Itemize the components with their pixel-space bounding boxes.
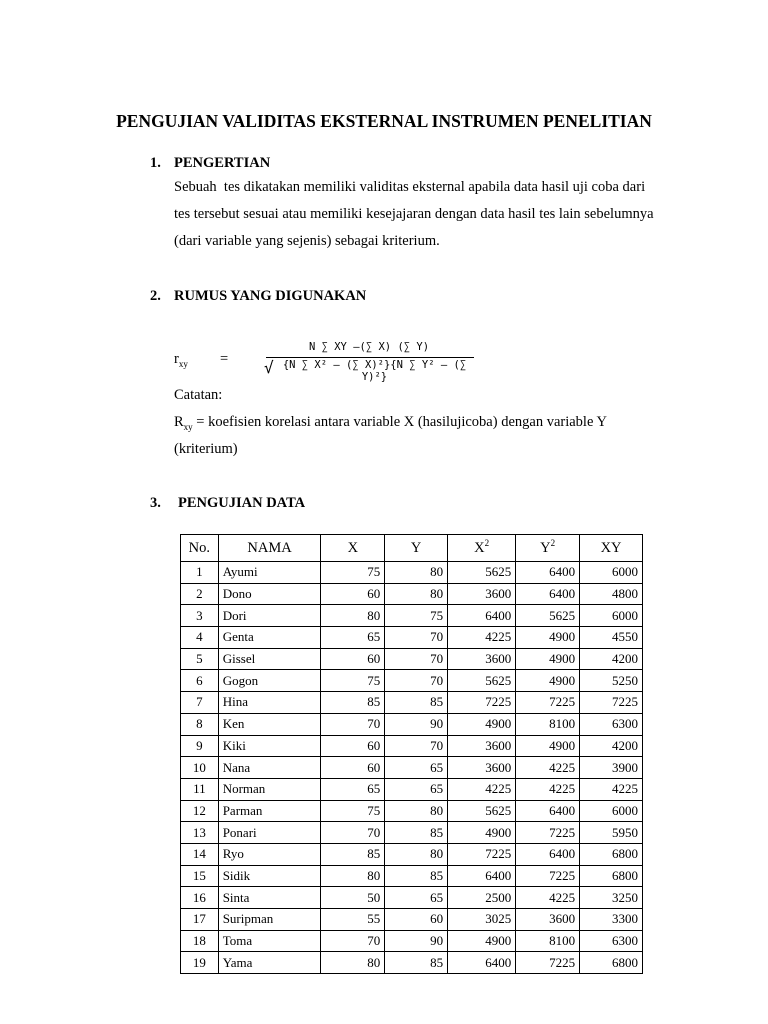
table-row <box>181 670 643 692</box>
cell-x2: 5625 <box>448 800 516 822</box>
table-row <box>181 713 643 735</box>
cell-xy: 4225 <box>580 778 643 800</box>
header-no: No. <box>181 535 219 562</box>
table-row <box>181 800 643 822</box>
header-x-squared <box>448 535 516 562</box>
cell-no: 19 <box>181 952 219 974</box>
formula-r: r <box>174 351 179 367</box>
table-row <box>181 692 643 714</box>
cell-y: 80 <box>385 843 448 865</box>
cell-nama: Ponari <box>218 822 321 844</box>
cell-x2: 7225 <box>448 843 516 865</box>
table-row <box>181 843 643 865</box>
cell-no: 2 <box>181 583 219 605</box>
cell-x2: 3600 <box>448 583 516 605</box>
cell-xy: 4800 <box>580 583 643 605</box>
cell-y2: 5625 <box>516 605 580 627</box>
cell-x2: 3600 <box>448 735 516 757</box>
cell-x2: 7225 <box>448 692 516 714</box>
cell-y2: 4225 <box>516 757 580 779</box>
cell-nama: Kiki <box>218 735 321 757</box>
cell-x: 75 <box>321 562 385 584</box>
cell-no: 7 <box>181 692 219 714</box>
cell-y2: 4900 <box>516 627 580 649</box>
cell-x2: 3600 <box>448 757 516 779</box>
formula-denominator: {N ∑ X² – (∑ X)²}{N ∑ Y² – (∑ Y)²} <box>282 359 467 383</box>
section-1-body <box>174 174 734 255</box>
table-row <box>181 735 643 757</box>
cell-x2: 4900 <box>448 713 516 735</box>
table-row <box>181 887 643 909</box>
cell-nama: Toma <box>218 930 321 952</box>
header-y2-base: Y <box>540 540 551 556</box>
cell-y2: 4225 <box>516 778 580 800</box>
cell-no: 4 <box>181 627 219 649</box>
cell-x2: 4225 <box>448 778 516 800</box>
notes-continuation: (kriterium) <box>174 441 238 457</box>
cell-x: 85 <box>321 843 385 865</box>
cell-xy: 6800 <box>580 843 643 865</box>
cell-nama: Yama <box>218 952 321 974</box>
cell-x2: 4900 <box>448 822 516 844</box>
table-row <box>181 778 643 800</box>
cell-x: 55 <box>321 909 385 931</box>
cell-xy: 4200 <box>580 735 643 757</box>
cell-x: 60 <box>321 735 385 757</box>
cell-y: 60 <box>385 909 448 931</box>
cell-nama: Norman <box>218 778 321 800</box>
cell-y2: 7225 <box>516 952 580 974</box>
cell-y: 75 <box>385 605 448 627</box>
cell-xy: 7225 <box>580 692 643 714</box>
cell-xy: 6800 <box>580 865 643 887</box>
cell-xy: 6800 <box>580 952 643 974</box>
table-row <box>181 562 643 584</box>
cell-nama: Parman <box>218 800 321 822</box>
notes-text: = koefisien korelasi antara variable X (hasilujicoba) dengan variable Y <box>192 414 607 430</box>
cell-x: 85 <box>321 692 385 714</box>
cell-x2: 4900 <box>448 930 516 952</box>
cell-y: 70 <box>385 648 448 670</box>
header-x2-sup: 2 <box>484 538 490 549</box>
cell-y2: 6400 <box>516 562 580 584</box>
cell-y: 85 <box>385 952 448 974</box>
cell-y: 90 <box>385 713 448 735</box>
cell-no: 9 <box>181 735 219 757</box>
cell-x: 70 <box>321 822 385 844</box>
fraction-bar <box>266 357 474 358</box>
notes-label: Catatan: <box>174 387 223 403</box>
table-row <box>181 757 643 779</box>
header-x2-base: X <box>474 540 485 556</box>
cell-no: 5 <box>181 648 219 670</box>
cell-y2: 4900 <box>516 670 580 692</box>
cell-x: 65 <box>321 778 385 800</box>
cell-y: 80 <box>385 800 448 822</box>
cell-no: 3 <box>181 605 219 627</box>
cell-no: 13 <box>181 822 219 844</box>
cell-x: 70 <box>321 930 385 952</box>
cell-x2: 2500 <box>448 887 516 909</box>
page-title: PENGUJIAN VALIDITAS EKSTERNAL INSTRUMEN PENELITIAN <box>116 111 652 131</box>
cell-y2: 6400 <box>516 800 580 822</box>
cell-x: 60 <box>321 757 385 779</box>
cell-y: 65 <box>385 778 448 800</box>
cell-no: 16 <box>181 887 219 909</box>
cell-y2: 8100 <box>516 713 580 735</box>
notes-var: R <box>174 414 184 430</box>
cell-nama: Gogon <box>218 670 321 692</box>
cell-x2: 6400 <box>448 865 516 887</box>
cell-x: 60 <box>321 648 385 670</box>
table-row <box>181 822 643 844</box>
cell-x2: 6400 <box>448 605 516 627</box>
cell-y: 85 <box>385 822 448 844</box>
body-line: tes tersebut sesuai atau memiliki kesejajaran dengan data hasil tes lain sebelumnya <box>174 206 654 222</box>
data-table <box>180 534 643 974</box>
cell-nama: Ryo <box>218 843 321 865</box>
cell-x: 65 <box>321 627 385 649</box>
cell-x2: 3025 <box>448 909 516 931</box>
cell-x: 50 <box>321 887 385 909</box>
table-row <box>181 648 643 670</box>
cell-xy: 6000 <box>580 605 643 627</box>
body-line: Sebuah tes dikatakan memiliki validitas eksternal apabila data hasil uji coba dari <box>174 179 646 195</box>
cell-y: 85 <box>385 865 448 887</box>
formula-lhs <box>174 351 188 368</box>
cell-x2: 5625 <box>448 562 516 584</box>
notes-var-sub: xy <box>183 421 193 432</box>
cell-no: 10 <box>181 757 219 779</box>
cell-x: 80 <box>321 865 385 887</box>
cell-y: 85 <box>385 692 448 714</box>
cell-no: 12 <box>181 800 219 822</box>
cell-no: 15 <box>181 865 219 887</box>
cell-x: 60 <box>321 583 385 605</box>
cell-y2: 4900 <box>516 648 580 670</box>
cell-x2: 6400 <box>448 952 516 974</box>
section-2-number: 2. <box>150 288 161 304</box>
cell-no: 11 <box>181 778 219 800</box>
cell-xy: 6000 <box>580 800 643 822</box>
cell-nama: Dono <box>218 583 321 605</box>
formula-r-sub: xy <box>178 358 188 369</box>
cell-no: 8 <box>181 713 219 735</box>
header-y: Y <box>385 535 448 562</box>
cell-xy: 3250 <box>580 887 643 909</box>
cell-x: 70 <box>321 713 385 735</box>
cell-xy: 3300 <box>580 909 643 931</box>
cell-y2: 7225 <box>516 692 580 714</box>
cell-nama: Sinta <box>218 887 321 909</box>
header-x: X <box>321 535 385 562</box>
table-row <box>181 909 643 931</box>
radical-sign: √ <box>264 358 274 377</box>
cell-xy: 6000 <box>580 562 643 584</box>
header-y-squared <box>516 535 580 562</box>
cell-xy: 6300 <box>580 930 643 952</box>
section-3-heading: PENGUJIAN DATA <box>178 495 306 511</box>
cell-y2: 6400 <box>516 843 580 865</box>
cell-y: 70 <box>385 670 448 692</box>
cell-xy: 5250 <box>580 670 643 692</box>
cell-xy: 5950 <box>580 822 643 844</box>
cell-y: 70 <box>385 627 448 649</box>
cell-y: 80 <box>385 562 448 584</box>
section-1-number: 1. <box>150 155 161 171</box>
header-xy: XY <box>580 535 643 562</box>
cell-y: 65 <box>385 757 448 779</box>
cell-no: 1 <box>181 562 219 584</box>
cell-xy: 6300 <box>580 713 643 735</box>
cell-x2: 3600 <box>448 648 516 670</box>
cell-nama: Nana <box>218 757 321 779</box>
cell-y: 90 <box>385 930 448 952</box>
cell-x: 80 <box>321 605 385 627</box>
table-row <box>181 583 643 605</box>
table-row <box>181 627 643 649</box>
cell-nama: Ayumi <box>218 562 321 584</box>
cell-y2: 7225 <box>516 822 580 844</box>
table-body <box>181 562 643 974</box>
table-row <box>181 952 643 974</box>
cell-x2: 4225 <box>448 627 516 649</box>
cell-y: 65 <box>385 887 448 909</box>
cell-y2: 4225 <box>516 887 580 909</box>
formula-equals: = <box>220 351 229 367</box>
cell-no: 18 <box>181 930 219 952</box>
section-3-number: 3. <box>150 495 161 511</box>
formula-numerator: N ∑ XY –(∑ X) (∑ Y) <box>308 341 430 353</box>
header-y2-sup: 2 <box>550 538 556 549</box>
cell-nama: Genta <box>218 627 321 649</box>
cell-nama: Dori <box>218 605 321 627</box>
cell-xy: 4200 <box>580 648 643 670</box>
cell-y2: 3600 <box>516 909 580 931</box>
table-row <box>181 605 643 627</box>
cell-x: 80 <box>321 952 385 974</box>
table-row <box>181 865 643 887</box>
cell-no: 14 <box>181 843 219 865</box>
cell-nama: Sidik <box>218 865 321 887</box>
cell-no: 17 <box>181 909 219 931</box>
cell-y2: 6400 <box>516 583 580 605</box>
cell-x: 75 <box>321 800 385 822</box>
cell-y: 80 <box>385 583 448 605</box>
section-2-heading: RUMUS YANG DIGUNAKAN <box>174 288 367 304</box>
formula-fraction <box>264 341 474 383</box>
cell-y2: 4900 <box>516 735 580 757</box>
cell-xy: 3900 <box>580 757 643 779</box>
cell-nama: Gissel <box>218 648 321 670</box>
cell-xy: 4550 <box>580 627 643 649</box>
cell-y2: 8100 <box>516 930 580 952</box>
body-line: (dari variable yang sejenis) sebagai kriterium. <box>174 233 440 249</box>
table-row <box>181 930 643 952</box>
cell-nama: Ken <box>218 713 321 735</box>
header-nama: NAMA <box>218 535 321 562</box>
cell-nama: Hina <box>218 692 321 714</box>
cell-y2: 7225 <box>516 865 580 887</box>
cell-nama: Suripman <box>218 909 321 931</box>
cell-x: 75 <box>321 670 385 692</box>
notes-definition <box>174 409 734 436</box>
section-1-heading: PENGERTIAN <box>174 155 271 171</box>
cell-y: 70 <box>385 735 448 757</box>
cell-x2: 5625 <box>448 670 516 692</box>
cell-no: 6 <box>181 670 219 692</box>
table-header-row <box>181 535 643 562</box>
